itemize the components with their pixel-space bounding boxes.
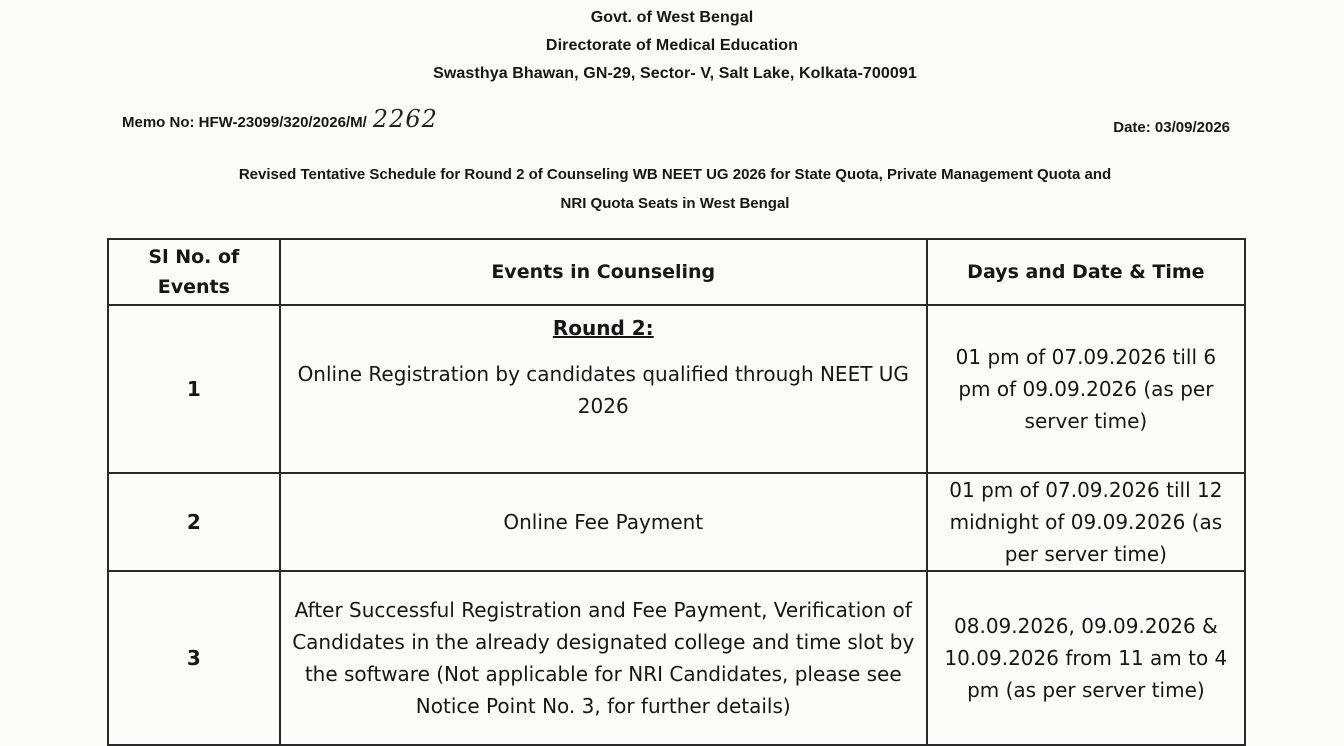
- letterhead: [0, 4, 1344, 88]
- row-sl-no: 3: [108, 571, 280, 745]
- letterhead-government: Govt. of West Bengal: [590, 9, 754, 26]
- row-sl-no: 1: [108, 305, 280, 473]
- row-event: [280, 305, 927, 473]
- subject-line-2: NRI Quota Seats in West Bengal: [560, 195, 790, 212]
- letterhead-directorate: Directorate of Medical Education: [545, 37, 799, 54]
- header-date-time: Days and Date & Time: [927, 239, 1245, 305]
- memo-handwritten-number: 2262: [372, 105, 438, 133]
- table-row: [108, 571, 1245, 745]
- notice-subject: [130, 160, 1220, 218]
- schedule-table: [107, 238, 1246, 746]
- row-event: After Successful Registration and Fee Payment, Verification of Candidates in the already designated college and time slot by the software (Not applicable for NRI Candidates, please see Notice Point No. 3, for further details): [280, 571, 927, 745]
- header-sl-no: Sl No. of Events: [108, 239, 280, 305]
- round-title: Round 2:: [552, 316, 654, 340]
- notice-date: Date: 03/09/2026: [1113, 119, 1230, 136]
- row-event-text: Online Registration by candidates qualified through NEET UG 2026: [297, 362, 909, 418]
- table-header-row: [108, 239, 1245, 305]
- subject-line-1: Revised Tentative Schedule for Round 2 of Counseling WB NEET UG 2026 for State Quota, Private Management Quota and: [238, 166, 1112, 183]
- table-row: [108, 473, 1245, 571]
- memo-number: [122, 104, 438, 138]
- row-event: Online Fee Payment: [280, 473, 927, 571]
- row-date-time: 01 pm of 07.09.2026 till 12 midnight of 09.09.2026 (as per server time): [927, 473, 1245, 571]
- header-events: Events in Counseling: [280, 239, 927, 305]
- memo-label: Memo No: HFW-23099/320/2026/M/: [122, 114, 367, 131]
- table-row: [108, 305, 1245, 473]
- row-sl-no: 2: [108, 473, 280, 571]
- letterhead-address: Swasthya Bhawan, GN-29, Sector- V, Salt Lake, Kolkata-700091: [433, 65, 917, 82]
- row-date-time: 08.09.2026, 09.09.2026 & 10.09.2026 from 11 am to 4 pm (as per server time): [927, 571, 1245, 745]
- row-date-time: 01 pm of 07.09.2026 till 6 pm of 09.09.2026 (as per server time): [927, 305, 1245, 473]
